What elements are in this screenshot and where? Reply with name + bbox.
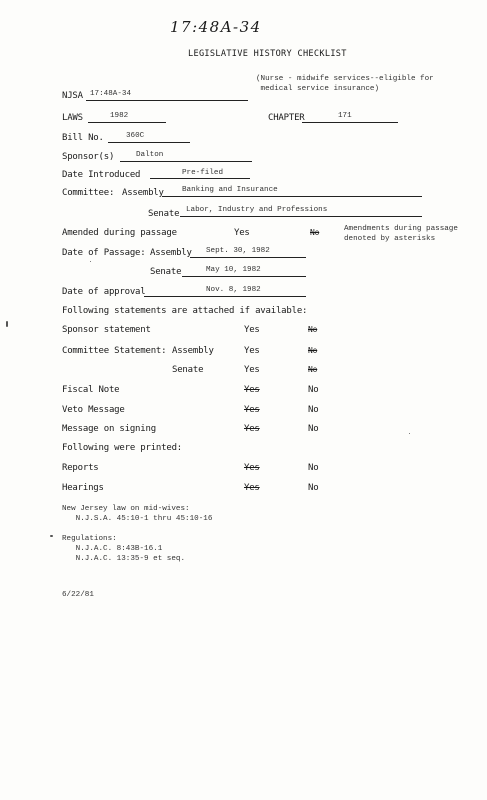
laws-label: LAWS — [62, 113, 83, 123]
amended-note: Amendments during passage denoted by asterisks — [344, 225, 458, 243]
message-on-signing-label: Message on signing — [62, 424, 156, 434]
veto-message-label: Veto Message — [62, 405, 125, 415]
scan-mark — [409, 433, 410, 434]
amended-label: Amended during passage — [62, 228, 177, 238]
chapter-value: 171 — [338, 112, 352, 120]
date-introduced-value: Pre-filed — [182, 169, 224, 177]
date-of-approval-underline — [144, 296, 306, 297]
committee-statement-assembly-yes: Yes — [244, 346, 260, 356]
committee-senate-value: Labor, Industry and Professions — [186, 206, 328, 214]
footer-date: 6/22/81 — [62, 591, 94, 599]
reports-label: Reports — [62, 463, 99, 473]
amended-yes: Yes — [234, 228, 250, 238]
fiscal-note-yes: Yes — [244, 385, 260, 395]
hearings-yes: Yes — [244, 483, 260, 493]
printed-heading: Following were printed: — [62, 443, 183, 453]
message-on-signing-no: No — [308, 424, 319, 434]
sponsor-statement-yes: Yes — [244, 325, 260, 335]
njsa-underline — [86, 100, 248, 101]
laws-underline — [88, 122, 166, 123]
bill-no-label: Bill No. — [62, 133, 104, 143]
sponsors-value: Dalton — [136, 151, 164, 159]
committee-assembly-underline — [162, 196, 422, 197]
date-of-approval-label: Date of approval — [62, 287, 146, 297]
handwritten-file-number: 17:48A-34 — [170, 18, 262, 36]
scan-mark — [50, 535, 53, 537]
date-of-passage-label: Date of Passage: — [62, 248, 146, 258]
law-note: New Jersey law on mid-wives: N.J.S.A. 45:10-1 thru 45:10-16 — [62, 505, 213, 523]
scan-mark — [6, 321, 8, 327]
sponsors-underline — [120, 161, 252, 162]
hearings-label: Hearings — [62, 483, 104, 493]
reports-no: No — [308, 463, 319, 473]
passage-senate-underline — [182, 276, 306, 277]
committee-assembly-value: Banking and Insurance — [182, 186, 278, 194]
committee-statement-assembly-label: Assembly — [172, 346, 214, 356]
committee-statement-senate-yes: Yes — [244, 365, 260, 375]
sponsors-label: Sponsor(s) — [62, 152, 115, 162]
fiscal-note-label: Fiscal Note — [62, 385, 120, 395]
bill-no-value: 360C — [126, 132, 145, 140]
scan-mark — [90, 261, 91, 262]
sponsor-statement-no: No — [308, 325, 318, 334]
message-on-signing-yes: Yes — [244, 424, 260, 434]
committee-statement-assembly-no: No — [308, 346, 318, 355]
committee-statement-senate-label: Senate — [172, 365, 204, 375]
hearings-no: No — [308, 483, 319, 493]
committee-label: Committee: — [62, 188, 115, 198]
veto-message-yes: Yes — [244, 405, 260, 415]
date-introduced-label: Date Introduced — [62, 170, 141, 180]
passage-assembly-underline — [190, 257, 306, 258]
committee-statement-label: Committee Statement: — [62, 346, 167, 356]
committee-senate-underline — [180, 216, 422, 217]
bill-no-underline — [108, 142, 190, 143]
committee-assembly-label: Assembly — [122, 188, 164, 198]
page-title: LEGISLATIVE HISTORY CHECKLIST — [188, 49, 347, 59]
reports-yes: Yes — [244, 463, 260, 473]
passage-senate-label: Senate — [150, 267, 182, 277]
fiscal-note-no: No — [308, 385, 319, 395]
laws-value: 1982 — [110, 112, 129, 120]
committee-statement-senate-no: No — [308, 365, 318, 374]
passage-senate-value: May 10, 1982 — [206, 266, 261, 274]
date-of-approval-value: Nov. 8, 1982 — [206, 286, 261, 294]
chapter-underline — [302, 122, 398, 123]
subject-note: (Nurse - midwife services--eligible for medical service insurance) — [256, 75, 434, 93]
passage-assembly-value: Sept. 30, 1982 — [206, 247, 270, 255]
amended-no: No — [310, 228, 320, 237]
regulations-note: Regulations: N.J.A.C. 8:43B-16.1 N.J.A.C. 13:35-9 et seq. — [62, 535, 186, 563]
chapter-label: CHAPTER — [268, 113, 305, 123]
statements-heading: Following statements are attached if available: — [62, 306, 308, 316]
date-introduced-underline — [150, 178, 250, 179]
passage-assembly-label: Assembly — [150, 248, 192, 258]
committee-senate-label: Senate — [148, 209, 180, 219]
veto-message-no: No — [308, 405, 319, 415]
njsa-label: NJSA — [62, 91, 83, 101]
sponsor-statement-label: Sponsor statement — [62, 325, 151, 335]
njsa-value: 17:48A-34 — [90, 90, 132, 98]
